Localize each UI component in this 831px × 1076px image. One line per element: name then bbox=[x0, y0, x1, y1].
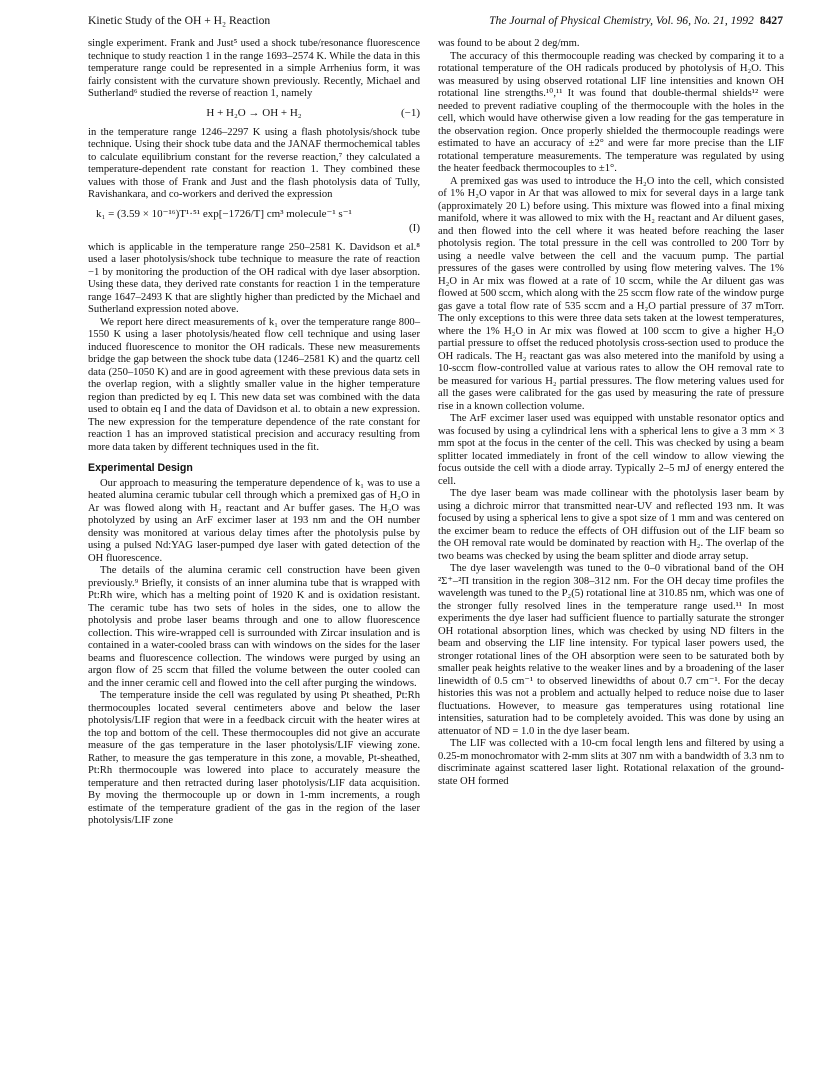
equation-body: H + H₂O → OH + H₂ bbox=[206, 106, 302, 119]
running-header bbox=[88, 14, 783, 30]
paragraph: was found to be about 2 deg/mm. bbox=[438, 38, 580, 49]
paragraph: The dye laser beam was made collinear with the photolysis laser beam by using a dichroic mirror that transmitted near-UV and reflected 193 nm. It was focused by using a spherical lens to give a spot size of 1 mm and was centered on the excimer beam to reduce the effects of OH diffusion out of the LIF beam so the OH removal rate would be dominated by reaction with H₂. The overlap of the two beams was checked by using the beam splitter and diode array setup. bbox=[438, 488, 784, 562]
paragraph: The LIF was collected with a 10-cm focal length lens and filtered by using a 0.25-m monochromator with 2-mm slits at 307 nm with a bandwidth of 3.3 nm to discriminate against scattered laser light. Rotational relaxation of the ground-state OH formed bbox=[438, 738, 784, 787]
paragraph: single experiment. Frank and Just⁵ used a shock tube/resonance fluorescence technique to study reaction 1 in the range 1693–2574 K. While the data in this temperature range could be represented in a simple Arrhenius form, it was fairly consistent with the curvature shown previously. Recently, Michael and Sutherland⁶ studied the reverse of reaction 1, namely bbox=[88, 38, 420, 99]
paragraph: The details of the alumina ceramic cell construction have been given previously.⁹ Briefly, it consists of an inner alumina tube that is wrapped with Pt:Rh wire, which has a melting point of 1920 K and is oxidation resistant. The ceramic tube has two sets of holes in the sides, one to allow the photolysis and probe laser beams through and one to allow fluorescence collection. This wire-wrapped cell is surrounded with Zircar insulation and is contained in a water-cooled brass can with windows on the sides for the laser beams and fluorescence collection. The windows were purged by using an argon flow of 25 sccm that filled the volume between the outer cooled can and the inner ceramic cell and flowed into the cell after purging the windows. bbox=[88, 565, 420, 689]
page-number: 8427 bbox=[759, 14, 783, 27]
paragraph: Our approach to measuring the temperature dependence of k₁ was to use a heated alumina ceramic tubular cell through which a premixed gas of H₂O in Ar was flowed along with H₂ reactant and Ar buffer gases. The H₂O was photolyzed by using an ArF excimer laser at 193 nm and the OH number density was monitored at various delay times after the photolysis pulse by using a pulsed Nd:YAG laser-pumped dye laser with gated detection of the OH fluorescence. bbox=[88, 477, 420, 564]
equation-number: (I) bbox=[409, 221, 420, 234]
paragraph: The dye laser wavelength was tuned to the 0–0 vibrational band of the OH ²Σ⁺–²Π transition in the region 308–312 nm. For the OH decay time profiles the wavelength was tuned to the P₂(5) rotational line at 310.85 nm, which was one of the stronger fully resolved lines in the temperature range used.¹¹ In most experiments the dye laser had sufficient fluence to partially saturate the stronger OH rotational absorption lines, which was checked by using ND filters in the beam and observing the LIF line intensity. For typical laser powers used, the stronger rotational lines of the OH absorption were seen to be saturated both by smaller peak heights relative to the weaker lines and by a broadening of the laser linewidth of 0.5 cm⁻¹ to observed linewidths of about 0.7 cm⁻¹. For the decay histories this was not a problem and actually helped to reduce noise due to laser fluctuations. However, to measure gas temperatures using rotational line intensities, saturation had to be completely avoided. This was done by using an attenuator of ND = 1.0 in the dye laser beam. bbox=[438, 563, 784, 737]
equation-k1 bbox=[88, 208, 420, 236]
equation-body: k₁ = (3.59 × 10⁻¹⁶)T¹·⁵¹ exp[−1726/T] cm³ molecule⁻¹ s⁻¹ bbox=[96, 207, 352, 220]
right-column bbox=[438, 38, 784, 788]
paragraph: The temperature inside the cell was regulated by using Pt sheathed, Pt:Rh thermocouples located several centimeters above and below the laser photolysis/LIF region that were in a feedback circuit with the heater wires at the top and bottom of the cell. These thermocouples did not give an accurate measure of the gas temperature in the laser photolysis/LIF viewing zone. Rather, to measure the gas temperature in this zone, a movable, Pt-sheathed, Pt:Rh thermocouple was lowered into place to accurately measure the temperature and then retracted during laser photolysis/LIF data acquisition. By moving the thermocouple up or down in 1-mm increments, a rough estimate of the temperature gradient of the gas in the region of the laser photolysis/LIF zone bbox=[88, 690, 420, 826]
paragraph: in the temperature range 1246–2297 K using a flash photolysis/shock tube technique. Using their shock tube data and the JANAF thermochemical tables to calculate equilibrium constant for the reverse reaction,⁷ they calculated a temperature-dependent rate constant for reaction 1. They combined these values with those of Frank and Just and the flash photolysis data of Tully, Ravishankara, and co-workers and derived the expression bbox=[88, 126, 420, 200]
left-column bbox=[88, 38, 420, 828]
equation-reverse-reaction bbox=[88, 107, 420, 121]
paragraph: which is applicable in the temperature range 250–2581 K. Davidson et al.⁸ used a laser photolysis/shock tube technique to measure the rate of reaction −1 by monitoring the production of the OH radical with dye laser absorption. Using these data, they derived rate constants for reaction 1 in the temperature range 1647–2493 K that are slightly higher than predicted by the Michael and Sutherland expression noted above. bbox=[88, 241, 420, 315]
paragraph: We report here direct measurements of k₁ over the temperature range 800–1550 K using a laser photolysis/heated flow cell technique and using laser induced fluorescence to monitor the OH radicals. These new measurements bridge the gap between the shock tube data (1246–2581 K) and the quartz cell data (250–1050 K) and are in good agreement with these previous data sets in the overlap region, with a slightly smaller value in the higher temperature region than predicted by eq I. This new data set was combined with the data used to obtain eq I and the data of Davidson et al. to obtain a new expression. The new expression for the temperature dependence of the rate constant for reaction 1 has an improved statistical precision and accuracy resulting from more data taken by different techniques used in the fit. bbox=[88, 316, 420, 453]
section-heading: Experimental Design bbox=[88, 462, 193, 474]
paragraph: A premixed gas was used to introduce the H₂O into the cell, which consisted of 1% H₂O vapor in Ar that was allowed to mix for several days in a large tank (approximately 20 L) before using. This mixture was flowed into a final mixing manifold, where it was allowed to mix with the H₂ reactant and Ar diluent gases, and then flowed into the cell where it was heated before reaching the laser photolysis region. The total pressure in the cell was controlled to 200 Torr by using a needle valve between the cell and the vacuum pump. The partial pressures of the gases were controlled by using flow metering valves. The 1% H₂O in Ar mix was flowed at a rate of 10 sccm, while the Ar diluent gas was flowed at 500 sccm, which along with the 25 sccm flow rate of the window purge gas gave a total flow rate of 535 sccm and a H₂O partial pressure of 37 mTorr. The only exceptions to this were three data sets taken at the lowest temperatures, where the 1% H₂O in Ar mix was flowed at 100 sccm to give a higher H₂O partial pressure to offset the reduced photolysis cross-section used to produce the OH radicals. The H₂ reactant gas was also metered into the manifold by using a 10-sccm flow-controlled value at various rates to allow the OH removal rate to be measured for various H₂ partial pressures. The flow metering values used for all the gases were calibrated for the gas used by measuring the rate of pressure rise in a known collection volume. bbox=[438, 175, 784, 412]
header-journal-citation bbox=[489, 14, 783, 27]
paragraph: The ArF excimer laser used was equipped with unstable resonator optics and was focused by using a cylindrical lens with a spherical lens to give a 3 mm × 3 mm spot at the focus in the center of the cell. This was checked by using a beam splitter located immediately in front of the cell window to allow viewing the focus outside the cell with a diode array. Typically 2–5 mJ of energy entered the cell. bbox=[438, 413, 784, 487]
paragraph: The accuracy of this thermocouple reading was checked by comparing it to a rotational temperature of the OH radicals produced by photolysis of H₂O. This was measured by using observed rotational LIF line intensities and known OH rotational line strengths.¹⁰,¹¹ It was found that double-thermal shields¹² were needed to prevent radiative coupling of the thermocouple with the holes in the cell, which would have otherwise given a low reading for the gas temperature in the observation region. Once properly shielded the thermocouple readings were estimated to have an accuracy of ±2° and were far more precise than the LIF rotational temperature measurements. The temperature was regulated by using the heater feedback thermocouples to ±1°. bbox=[438, 50, 784, 174]
header-journal: The Journal of Physical Chemistry, Vol. 96, No. 21, 1992 bbox=[489, 14, 754, 27]
equation-number: (−1) bbox=[400, 106, 420, 119]
header-article-title: Kinetic Study of the OH + H₂ Reaction bbox=[88, 14, 271, 27]
